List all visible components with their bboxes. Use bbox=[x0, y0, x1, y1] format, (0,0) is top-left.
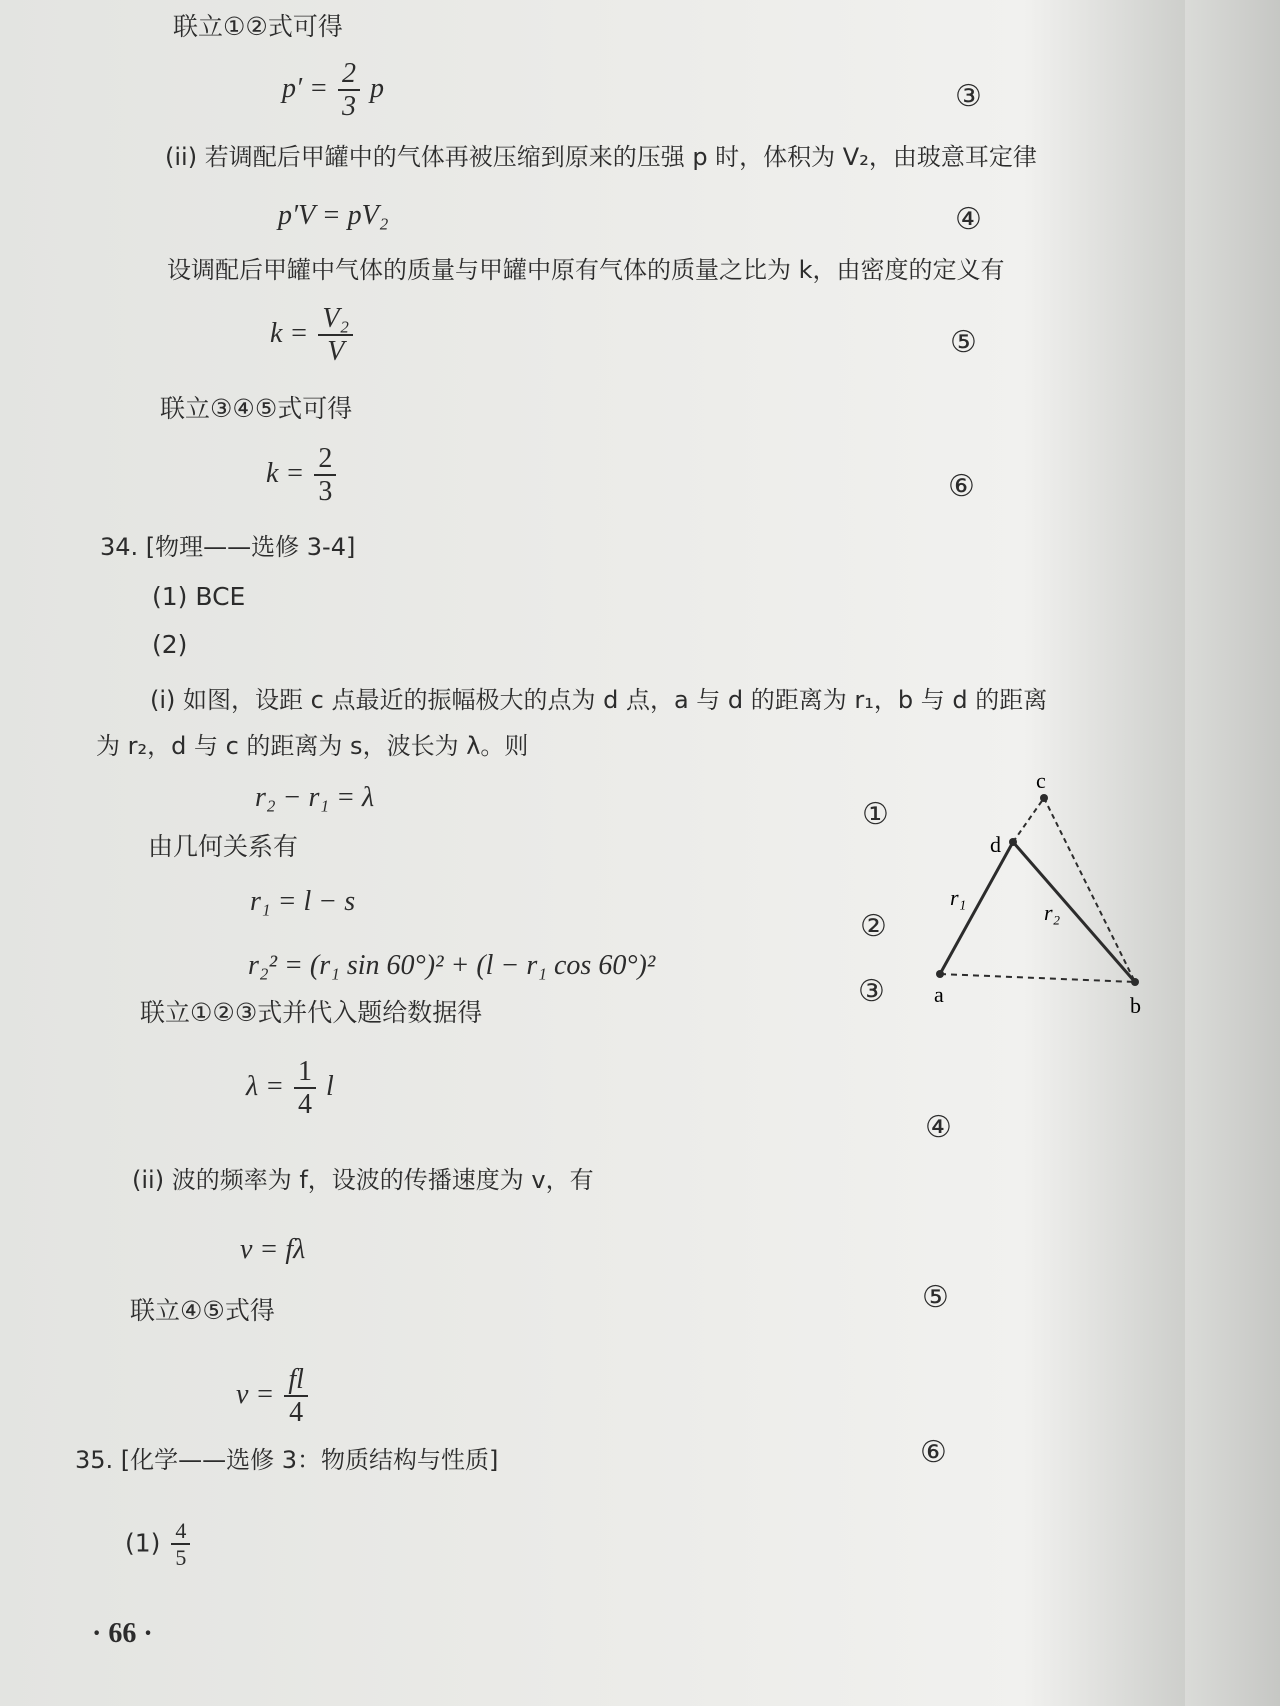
segment-ab bbox=[940, 974, 1135, 982]
equation-tag: ③ bbox=[955, 79, 982, 114]
equation-tag: ⑤ bbox=[922, 1280, 949, 1315]
equation-tag: ① bbox=[862, 797, 889, 832]
equation-3-sec33: p′ = $\frac{2}{3}$ p bbox=[282, 58, 385, 122]
equation-4-sec33: p′V = pV₂ bbox=[278, 200, 389, 231]
part-i-line-1: (i) 如图，设距 c 点最近的振幅极大的点为 d 点，a 与 d 的距离为 r₁，b 与 d 的距离 bbox=[150, 686, 1048, 714]
label-r2: r₂ bbox=[1044, 900, 1061, 925]
equation-tag: ② bbox=[860, 909, 887, 944]
point-c bbox=[1040, 794, 1048, 802]
page-edge-shadow bbox=[1185, 0, 1280, 1706]
equation-5-sec34: v = fλ bbox=[240, 1234, 306, 1265]
equation-tag: ⑤ bbox=[950, 325, 977, 360]
segment-cb bbox=[1044, 798, 1135, 982]
equation-tag: ④ bbox=[955, 202, 982, 237]
label-r1: r₁ bbox=[950, 885, 967, 910]
part-2-label: (2) bbox=[152, 630, 188, 659]
equation-2-sec34: r₁ = l − s bbox=[250, 886, 356, 917]
segment-dc bbox=[1013, 798, 1044, 842]
section-35-answer: (1) $\frac{4}{5}$ bbox=[125, 1520, 193, 1569]
label-a: a bbox=[934, 982, 944, 1007]
label-c: c bbox=[1036, 770, 1046, 793]
equation-tag: ④ bbox=[925, 1110, 952, 1145]
point-b bbox=[1131, 978, 1139, 986]
combine-line-2: 联立③④⑤式可得 bbox=[160, 394, 353, 423]
equation-tag: ⑥ bbox=[948, 469, 975, 504]
point-a bbox=[936, 970, 944, 978]
combine-line-4: 联立④⑤式得 bbox=[130, 1296, 275, 1325]
equation-5-sec33: k = $\frac{\text{V₂}}{V}$ bbox=[270, 305, 356, 366]
answer-1: (1) BCE bbox=[152, 582, 246, 611]
equation-6-sec33: k = $\frac{2}{3}$ bbox=[266, 445, 339, 506]
part-ii-sec34-text: (ii) 波的频率为 f，设波的传播速度为 v，有 bbox=[132, 1166, 594, 1194]
equation-6-sec34: v = $\frac{fl}{4}$ bbox=[236, 1366, 311, 1427]
geometry-figure bbox=[920, 770, 1160, 1030]
label-b: b bbox=[1130, 993, 1141, 1018]
geometry-text: 由几何关系有 bbox=[148, 832, 299, 861]
equation-tag: ⑥ bbox=[920, 1435, 947, 1470]
part-i-line-2: 为 r₂，d 与 c 的距离为 s，波长为 λ。则 bbox=[96, 732, 529, 760]
section-34-heading: 34. [物理——选修 3-4] bbox=[100, 533, 356, 561]
section-35-heading: 35. [化学——选修 3：物质结构与性质] bbox=[75, 1446, 499, 1474]
equation-4-sec34: λ = $\frac{1}{4}$ l bbox=[246, 1056, 334, 1120]
combine-line-3: 联立①②③式并代入题给数据得 bbox=[140, 998, 483, 1027]
equation-tag: ③ bbox=[858, 974, 885, 1009]
page-number: · 66 · bbox=[92, 1618, 153, 1649]
equation-3-sec34: r₂² = (r₁ sin 60°)² + (l − r₁ cos 60°)² bbox=[248, 950, 656, 981]
equation-1-sec34: r₂ − r₁ = λ bbox=[255, 782, 375, 813]
ratio-definition-text: 设调配后甲罐中气体的质量与甲罐中原有气体的质量之比为 k，由密度的定义有 bbox=[167, 256, 1005, 284]
part-ii-text: (ii) 若调配后甲罐中的气体再被压缩到原来的压强 p 时，体积为 V₂，由玻意耳定律 bbox=[165, 143, 1037, 171]
label-d: d bbox=[990, 832, 1001, 857]
point-d bbox=[1009, 838, 1017, 846]
combine-line-1: 联立①②式可得 bbox=[173, 12, 343, 41]
segment-db bbox=[1013, 842, 1135, 982]
